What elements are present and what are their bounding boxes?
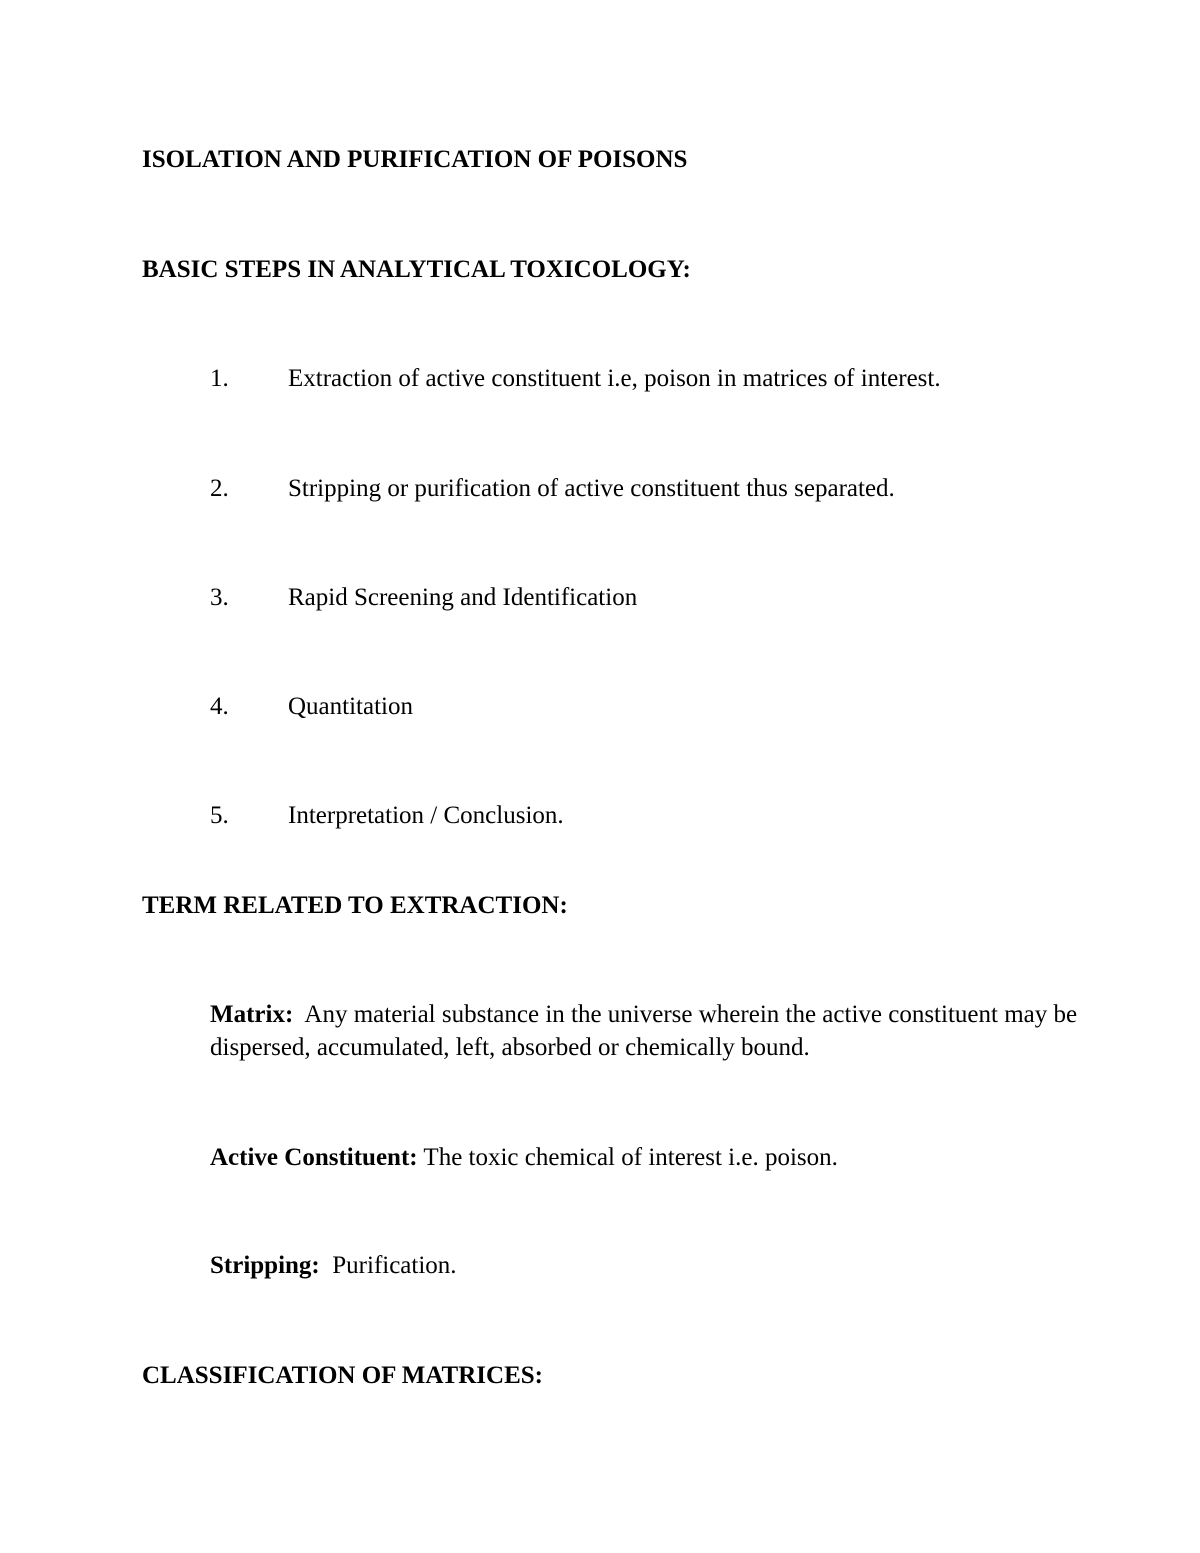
step-number: 2. <box>210 475 229 502</box>
list-item <box>210 476 895 501</box>
term-text: Any material substance in the universe wherein the active constituent may be dispersed, accumulated, left, absorbed or chemically bound. <box>210 1001 1078 1061</box>
term-label: Stripping: <box>210 1252 320 1279</box>
terms-heading: TERM RELATED TO EXTRACTION: <box>142 892 568 919</box>
step-text: Stripping or purification of active constituent thus separated. <box>288 475 895 502</box>
step-text: Rapid Screening and Identification <box>288 584 638 611</box>
step-text: Quantitation <box>288 693 413 720</box>
step-number: 3. <box>210 584 229 611</box>
steps-heading: BASIC STEPS IN ANALYTICAL TOXICOLOGY: <box>142 256 691 283</box>
term-label: Active Constituent: <box>210 1144 418 1171</box>
step-text: Interpretation / Conclusion. <box>288 802 564 829</box>
term-definition-stripping <box>210 1249 1090 1282</box>
term-definition-matrix <box>210 998 1090 1064</box>
list-item <box>210 585 637 610</box>
list-item <box>210 366 941 391</box>
step-number: 1. <box>210 365 229 392</box>
term-label: Matrix: <box>210 1001 294 1028</box>
classification-heading: CLASSIFICATION OF MATRICES: <box>142 1362 543 1389</box>
term-text: The toxic chemical of interest i.e. poison. <box>423 1144 838 1171</box>
step-number: 4. <box>210 693 229 720</box>
list-item <box>210 694 413 719</box>
document-title: ISOLATION AND PURIFICATION OF POISONS <box>142 146 688 173</box>
term-text: Purification. <box>332 1252 457 1279</box>
term-definition-active-constituent <box>210 1141 1090 1174</box>
step-number: 5. <box>210 802 229 829</box>
list-item <box>210 803 564 828</box>
step-text: Extraction of active constituent i.e, poison in matrices of interest. <box>288 365 941 392</box>
